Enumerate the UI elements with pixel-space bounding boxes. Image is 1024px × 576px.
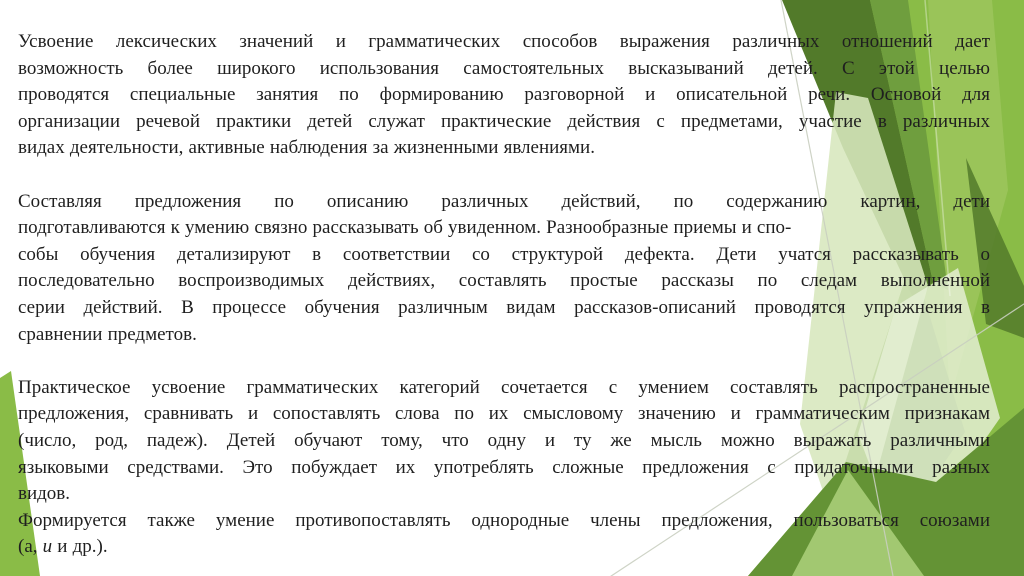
paragraph <box>18 242 990 348</box>
paragraph <box>18 375 990 508</box>
text-line: (а, и и др.). <box>18 536 108 558</box>
text-block <box>18 29 990 561</box>
text-line: видов. <box>18 483 71 505</box>
text-line: возможность более широкого использования самостоятельных высказываний детей. С этой целью <box>18 57 990 79</box>
text-line: сравнении предметов. <box>18 323 197 345</box>
text-line: Усвоение лексических значений и грамматических способов выражения различных отношений дает <box>18 31 990 52</box>
text-line: Формируется также умение противопоставлять однородные члены предложения, пользоваться союзами <box>18 509 990 531</box>
paragraph <box>18 508 990 561</box>
text-line: Практическое усвоение грамматических категорий сочетается с умением составлять распространенные <box>18 376 990 398</box>
text-line: организации речевой практики детей служат практические действия с предметами, участие в различных <box>18 110 990 132</box>
text-line: языковыми средствами. Это побуждает их употреблять сложные предложения с придаточными разных <box>18 456 990 478</box>
text-line: последовательно воспроизводимых действиях, составлять простые рассказы по следам выполненной <box>18 270 990 292</box>
paragraph <box>18 29 990 162</box>
text-line: собы обучения детализируют в соответствии со структурой дефекта. Дети учатся рассказывать о <box>18 243 990 265</box>
text-line: предложения, сравнивать и сопоставлять слова по их смысловому значению и грамматическим признакам <box>18 403 990 425</box>
paragraph <box>18 189 990 242</box>
text-line: серии действий. В процессе обучения различным видам рассказов-описаний проводятся упражнения в <box>18 296 990 318</box>
text-line: подготавливаются к умению связно рассказывать об увиденном. Разнообразные приемы и спо- <box>18 217 792 239</box>
text-line: видах деятельности, активные наблюдения за жизненными явлениями. <box>18 137 595 159</box>
text-line: Составляя предложения по описанию различных действий, по содержанию картин, дети <box>18 190 990 212</box>
text-line: (число, род, падеж). Детей обучают тому, что одну и ту же мысль можно выражать различными <box>18 429 990 451</box>
text-line: проводятся специальные занятия по формированию разговорной и описательной речи. Основой для <box>18 84 990 106</box>
